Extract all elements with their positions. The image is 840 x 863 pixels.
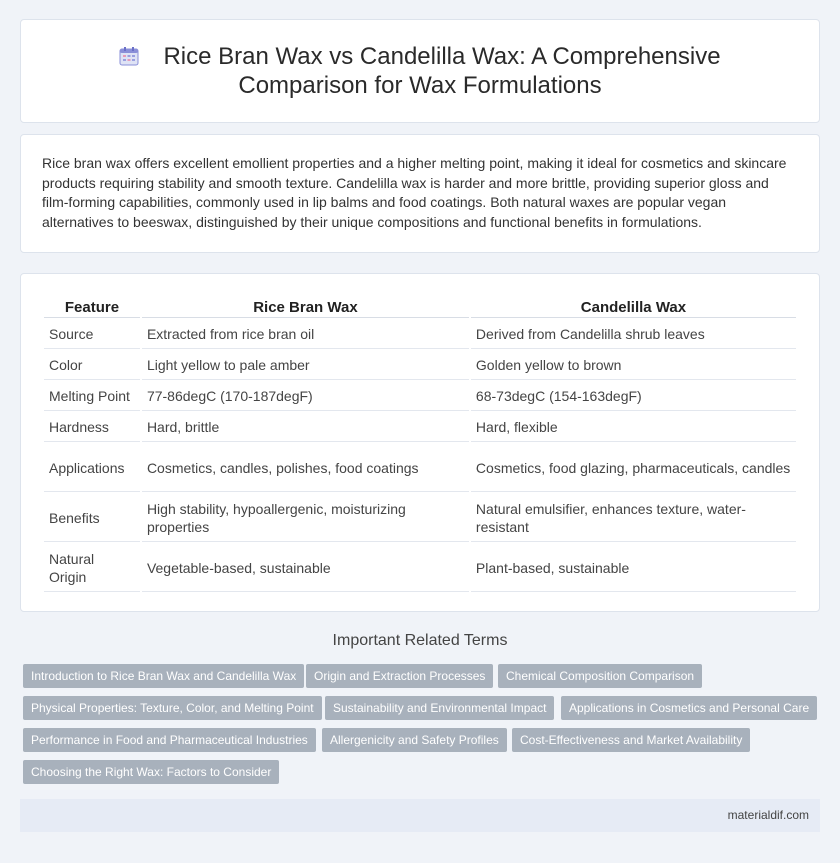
table-row xyxy=(44,494,796,542)
candelilla-cell: Hard, flexible xyxy=(471,413,796,442)
header-card xyxy=(20,19,820,123)
related-term-tag[interactable]: Cost-Effectiveness and Market Availability xyxy=(512,728,750,752)
table-header-row xyxy=(44,298,796,318)
comparison-table xyxy=(42,296,798,594)
related-term-tag[interactable]: Applications in Cosmetics and Personal Care xyxy=(561,696,817,720)
candelilla-cell: Plant-based, sustainable xyxy=(471,544,796,592)
rice-bran-cell: Extracted from rice bran oil xyxy=(142,320,469,349)
footer-bar xyxy=(20,799,820,832)
rice-bran-cell: High stability, hypoallergenic, moisturizing properties xyxy=(142,494,469,542)
rice-bran-cell: Light yellow to pale amber xyxy=(142,351,469,380)
related-term-tag[interactable]: Chemical Composition Comparison xyxy=(498,664,702,688)
related-terms-title: Important Related Terms xyxy=(332,632,508,649)
header-candelilla-wax: Candelilla Wax xyxy=(471,298,796,318)
table-row xyxy=(44,382,796,411)
rice-bran-cell: 77-86degC (170-187degF) xyxy=(142,382,469,411)
header-feature: Feature xyxy=(44,298,140,318)
page-title-text: Rice Bran Wax vs Candelilla Wax: A Comprehensive Comparison for Wax Formulations xyxy=(163,43,721,99)
feature-cell: Source xyxy=(44,320,140,349)
candelilla-cell: Cosmetics, food glazing, pharmaceuticals, candles xyxy=(471,444,796,492)
table-row xyxy=(44,544,796,592)
candelilla-cell: 68-73degC (154-163degF) xyxy=(471,382,796,411)
feature-cell: Benefits xyxy=(44,494,140,542)
candelilla-cell: Derived from Candelilla shrub leaves xyxy=(471,320,796,349)
page-title xyxy=(60,42,780,100)
feature-cell: Applications xyxy=(44,444,140,492)
related-term-tag[interactable]: Allergenicity and Safety Profiles xyxy=(322,728,507,752)
footer-site-link[interactable]: materialdif.com xyxy=(727,808,809,822)
related-term-tag[interactable]: Sustainability and Environmental Impact xyxy=(325,696,554,720)
feature-cell: Natural Origin xyxy=(44,544,140,592)
table-row xyxy=(44,444,796,492)
related-term-tag[interactable]: Choosing the Right Wax: Factors to Consider xyxy=(23,760,279,784)
calendar-icon xyxy=(119,46,139,66)
related-term-tag[interactable]: Origin and Extraction Processes xyxy=(306,664,493,688)
intro-paragraph: Rice bran wax offers excellent emollient properties and a higher melting point, making it ideal for cosmetics and skincare products requiring stability and smooth texture. Candelilla wax is harder and more brittle, providing superior gloss and film-forming capabilities, commonly used in lip balms and food coatings. Both natural waxes are popular vegan alternatives to beeswax, distinguished by their unique compositions and functional benefits in formulations. xyxy=(42,155,787,230)
rice-bran-cell: Vegetable-based, sustainable xyxy=(142,544,469,592)
title-row xyxy=(21,42,819,100)
feature-cell: Hardness xyxy=(44,413,140,442)
table-row xyxy=(44,320,796,349)
header-rice-bran-wax: Rice Bran Wax xyxy=(142,298,469,318)
related-term-tag[interactable]: Introduction to Rice Bran Wax and Candelilla Wax xyxy=(23,664,304,688)
related-term-tag[interactable]: Performance in Food and Pharmaceutical Industries xyxy=(23,728,316,752)
candelilla-cell: Golden yellow to brown xyxy=(471,351,796,380)
feature-cell: Melting Point xyxy=(44,382,140,411)
rice-bran-cell: Cosmetics, candles, polishes, food coatings xyxy=(142,444,469,492)
rice-bran-cell: Hard, brittle xyxy=(142,413,469,442)
feature-cell: Color xyxy=(44,351,140,380)
related-term-tag[interactable]: Physical Properties: Texture, Color, and Melting Point xyxy=(23,696,322,720)
intro-card xyxy=(20,134,820,253)
table-row xyxy=(44,413,796,442)
table-card xyxy=(20,273,820,612)
candelilla-cell: Natural emulsifier, enhances texture, water-resistant xyxy=(471,494,796,542)
table-row xyxy=(44,351,796,380)
